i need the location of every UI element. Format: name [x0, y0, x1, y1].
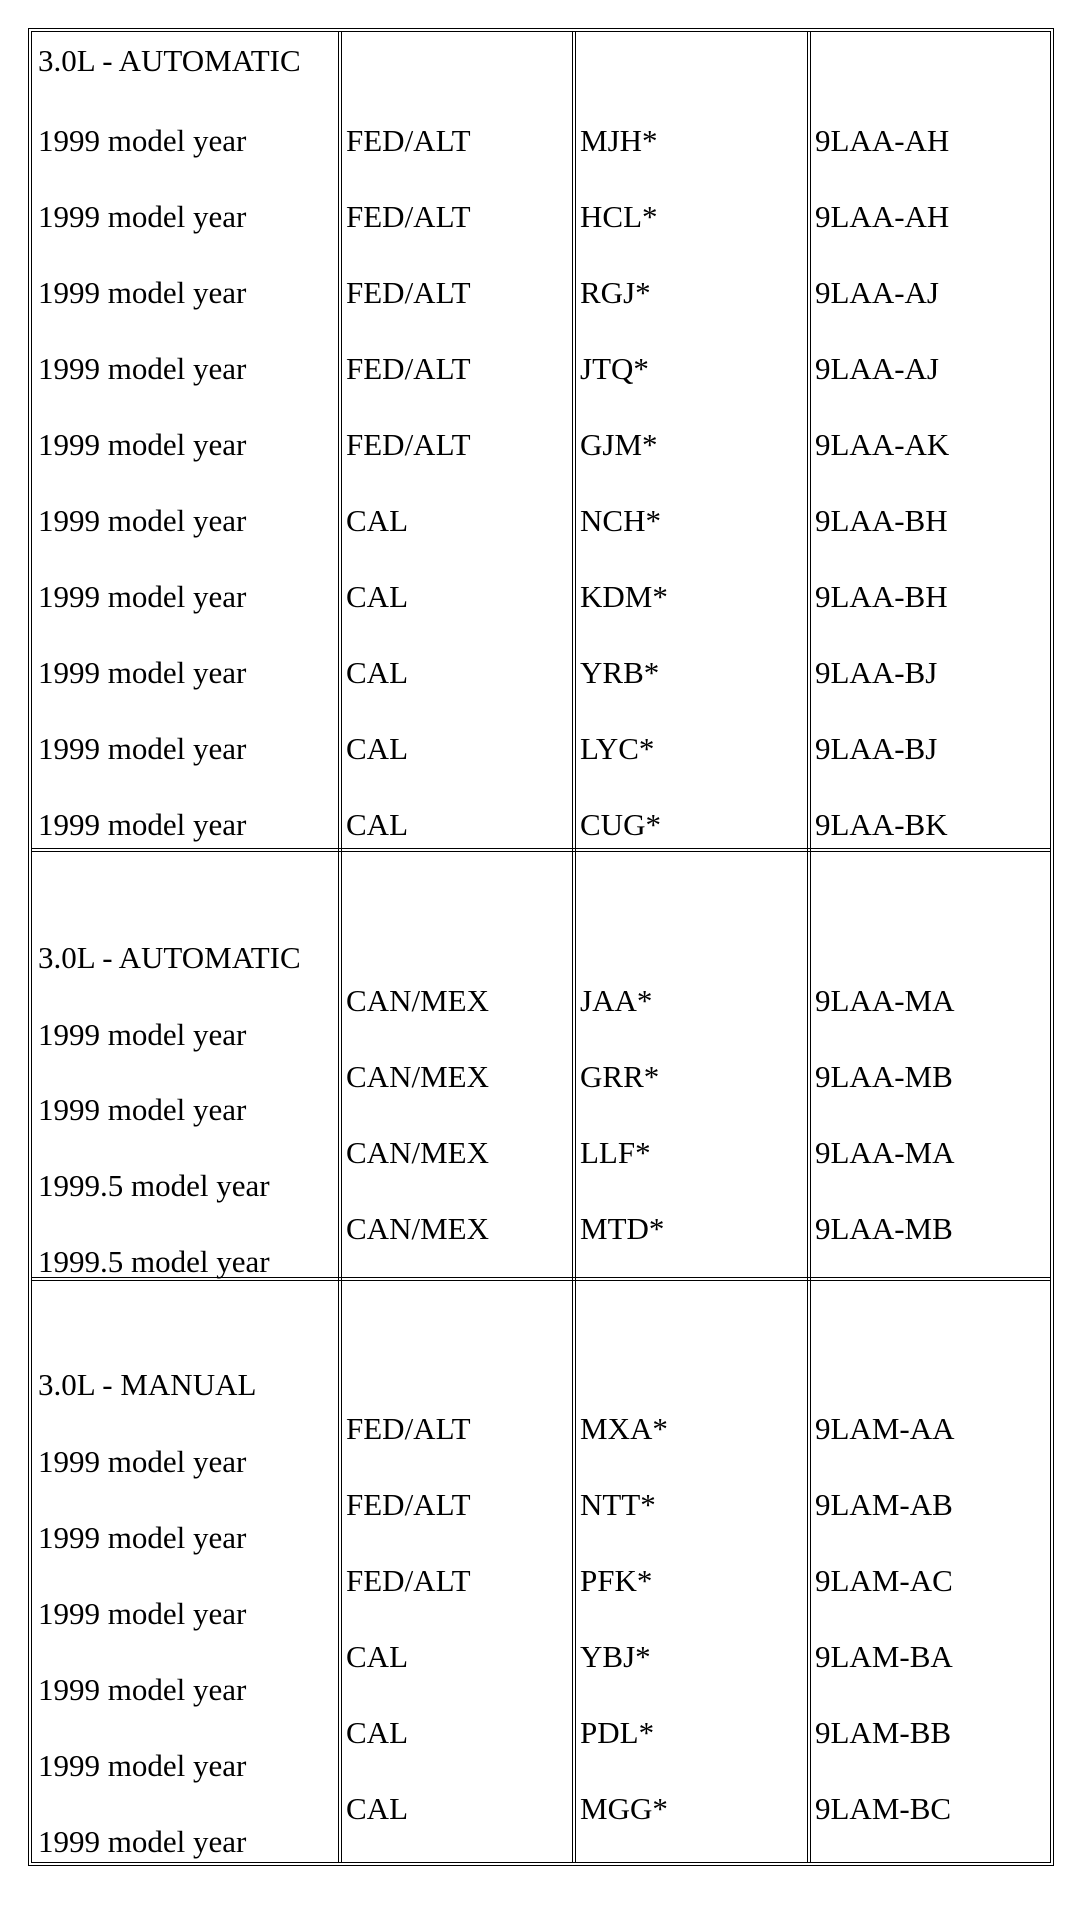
code-cell: GRR* — [580, 1059, 660, 1094]
section-header: 3.0L - AUTOMATIC — [38, 43, 301, 78]
calibration-cell: 9LAA-AH — [815, 123, 950, 158]
calibration-cell: 9LAA-AJ — [815, 275, 939, 310]
market-cell: CAL — [346, 731, 408, 766]
model-year-cell: 1999 model year — [38, 1596, 247, 1631]
code-cell: LYC* — [580, 731, 655, 766]
market-cell: CAL — [346, 655, 408, 690]
calibration-cell: 9LAM-BC — [815, 1791, 952, 1826]
market-cell: FED/ALT — [346, 123, 471, 158]
model-year-cell: 1999 model year — [38, 807, 247, 842]
code-cell: MGG* — [580, 1791, 668, 1826]
model-year-cell: 1999 model year — [38, 1520, 247, 1555]
calibration-cell: 9LAA-MA — [815, 983, 955, 1018]
calibration-cell: 9LAM-AA — [815, 1411, 955, 1446]
calibration-cell: 9LAA-AJ — [815, 351, 939, 386]
market-cell: FED/ALT — [346, 275, 471, 310]
model-year-cell: 1999 model year — [38, 731, 247, 766]
market-cell: CAN/MEX — [346, 983, 489, 1018]
market-cell: CAN/MEX — [346, 1211, 489, 1246]
code-cell: MJH* — [580, 123, 658, 158]
code-cell: NCH* — [580, 503, 661, 538]
section-divider — [32, 848, 1050, 852]
code-cell: PDL* — [580, 1715, 655, 1750]
column-divider — [572, 32, 576, 1862]
calibration-cell: 9LAA-AH — [815, 199, 950, 234]
market-cell: FED/ALT — [346, 1487, 471, 1522]
market-cell: CAL — [346, 579, 408, 614]
column-divider — [807, 32, 811, 1862]
calibration-cell: 9LAA-AK — [815, 427, 950, 462]
market-cell: CAL — [346, 1639, 408, 1674]
calibration-cell: 9LAM-BA — [815, 1639, 953, 1674]
code-cell: JAA* — [580, 983, 653, 1018]
code-cell: NTT* — [580, 1487, 656, 1522]
model-year-cell: 1999 model year — [38, 351, 247, 386]
calibration-cell: 9LAM-BB — [815, 1715, 952, 1750]
market-cell: FED/ALT — [346, 427, 471, 462]
code-cell: YBJ* — [580, 1639, 651, 1674]
model-year-cell: 1999.5 model year — [38, 1244, 270, 1279]
calibration-cell: 9LAA-MB — [815, 1211, 953, 1246]
model-year-cell: 1999 model year — [38, 1748, 247, 1783]
calibration-cell: 9LAA-BJ — [815, 655, 938, 690]
code-cell: JTQ* — [580, 351, 649, 386]
calibration-cell: 9LAM-AB — [815, 1487, 953, 1522]
model-year-cell: 1999 model year — [38, 579, 247, 614]
market-cell: CAL — [346, 1791, 408, 1826]
model-year-cell: 1999 model year — [38, 1017, 247, 1052]
section-header: 3.0L - AUTOMATIC — [38, 940, 301, 975]
code-cell: KDM* — [580, 579, 668, 614]
code-cell: RGJ* — [580, 275, 651, 310]
model-year-cell: 1999 model year — [38, 655, 247, 690]
code-cell: LLF* — [580, 1135, 651, 1170]
model-year-cell: 1999 model year — [38, 1824, 247, 1859]
market-cell: FED/ALT — [346, 1563, 471, 1598]
calibration-cell: 9LAA-BJ — [815, 731, 938, 766]
calibration-cell: 9LAA-MB — [815, 1059, 953, 1094]
model-year-cell: 1999 model year — [38, 503, 247, 538]
code-cell: HCL* — [580, 199, 658, 234]
market-cell: CAL — [346, 1715, 408, 1750]
market-cell: CAL — [346, 807, 408, 842]
model-year-cell: 1999 model year — [38, 427, 247, 462]
market-cell: CAN/MEX — [346, 1135, 489, 1170]
market-cell: FED/ALT — [346, 351, 471, 386]
column-divider — [338, 32, 342, 1862]
model-year-cell: 1999 model year — [38, 275, 247, 310]
model-year-cell: 1999 model year — [38, 1092, 247, 1127]
code-cell: MTD* — [580, 1211, 665, 1246]
calibration-cell: 9LAA-BH — [815, 503, 948, 538]
calibration-cell: 9LAA-BH — [815, 579, 948, 614]
market-cell: FED/ALT — [346, 199, 471, 234]
model-year-cell: 1999.5 model year — [38, 1168, 270, 1203]
model-year-cell: 1999 model year — [38, 1672, 247, 1707]
market-cell: FED/ALT — [346, 1411, 471, 1446]
code-cell: PFK* — [580, 1563, 653, 1598]
code-cell: YRB* — [580, 655, 660, 690]
calibration-cell: 9LAM-AC — [815, 1563, 953, 1598]
code-cell: CUG* — [580, 807, 661, 842]
model-year-cell: 1999 model year — [38, 199, 247, 234]
calibration-cell: 9LAA-MA — [815, 1135, 955, 1170]
code-cell: MXA* — [580, 1411, 668, 1446]
model-year-cell: 1999 model year — [38, 1444, 247, 1479]
model-year-cell: 1999 model year — [38, 123, 247, 158]
calibration-cell: 9LAA-BK — [815, 807, 948, 842]
calibration-table — [28, 28, 1054, 1866]
code-cell: GJM* — [580, 427, 658, 462]
market-cell: CAN/MEX — [346, 1059, 489, 1094]
market-cell: CAL — [346, 503, 408, 538]
section-header: 3.0L - MANUAL — [38, 1367, 257, 1402]
